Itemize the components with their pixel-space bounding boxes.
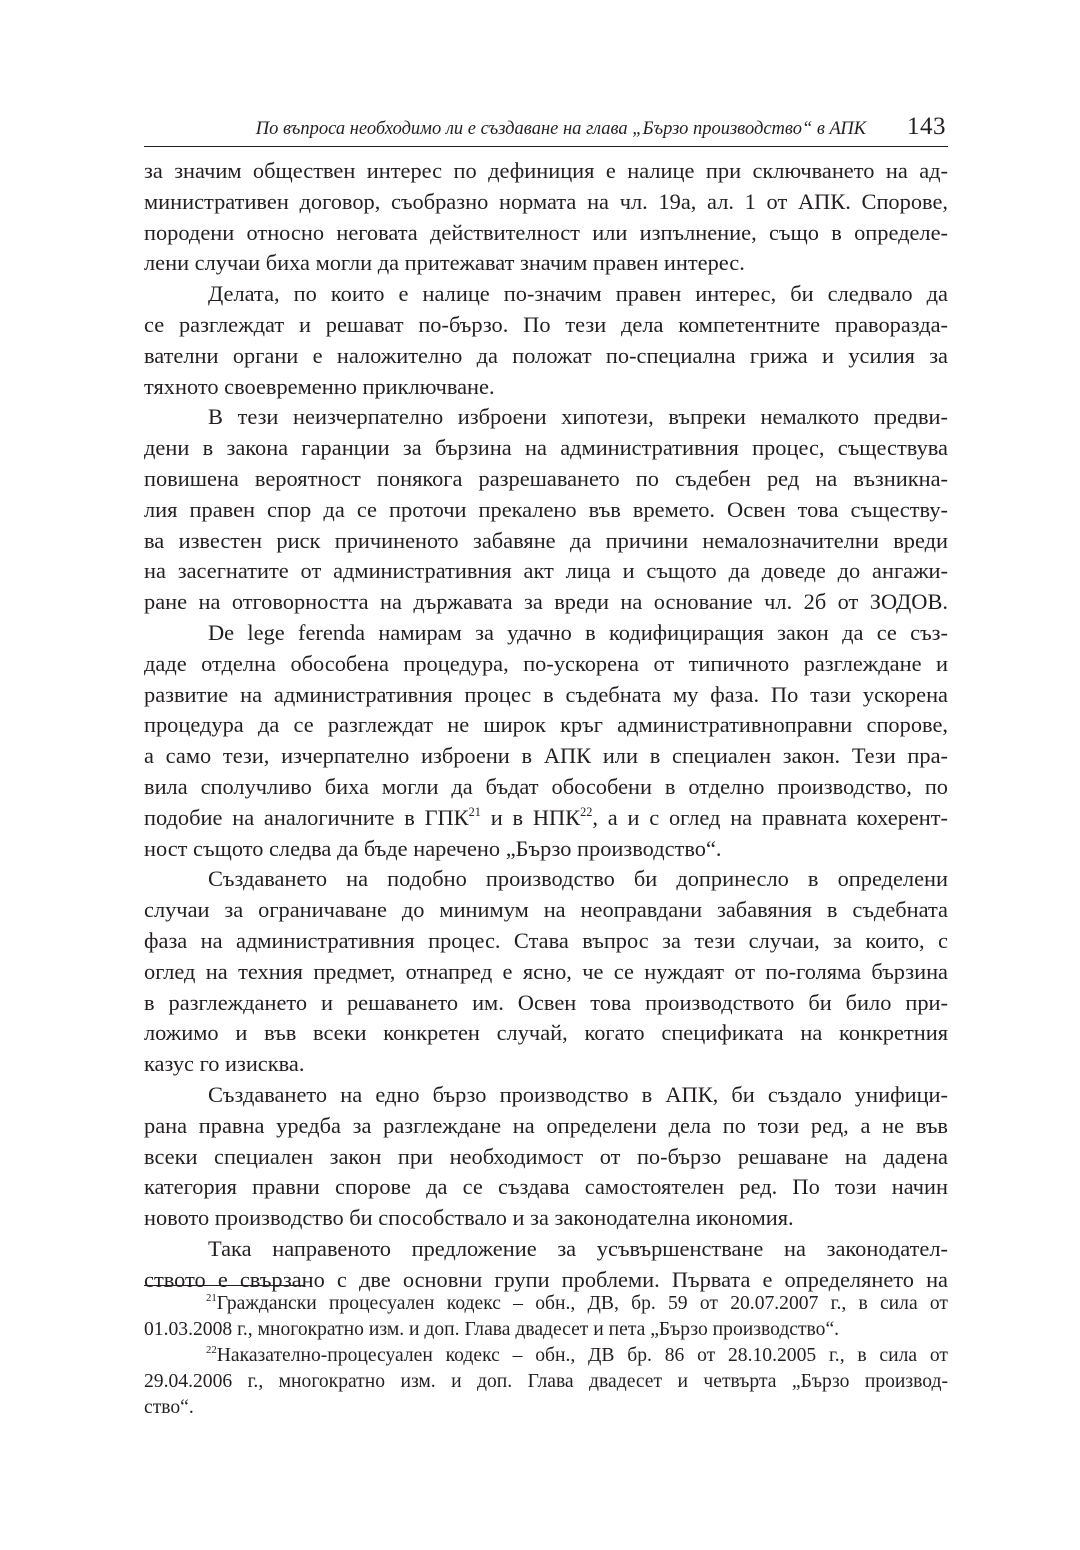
footnote-line: ство“. — [144, 1397, 194, 1418]
text-line: дени в закона гаранции за бързина на административния процес, съществува — [144, 435, 948, 461]
footnote-22 — [144, 1343, 948, 1421]
paragraph — [144, 156, 948, 279]
text-line-with-footnote-refs — [144, 803, 948, 834]
footnote-line — [144, 1343, 948, 1369]
text-line: В тези неизчерпателно изброени хипотези, въпреки немалкото предви- — [208, 404, 948, 430]
running-header — [144, 112, 948, 147]
text-line: развитие на административния процес в съдебната му фаза. По тази ускорена — [144, 681, 948, 707]
text-line: Така направеното предложение за усъвършенстване на законодател- — [208, 1235, 948, 1261]
text-line: вила сполучливо биха могли да бъдат обособени в отделно производство, по — [144, 773, 948, 799]
footnote-line: 29.04.2006 г., многократно изм. и доп. Глава двадесет и четвърта „Бързо производ- — [144, 1371, 948, 1392]
paragraph — [144, 1080, 948, 1234]
text-line: рана правна уредба за разглеждане на определени дела по този ред, а не във — [144, 1112, 948, 1138]
text-line: ност същото следва да бъде наречено „Бързо производство“. — [144, 835, 722, 861]
text-line: Делата, по които е налице по-значим правен интерес, би следвало да — [208, 281, 948, 307]
text-line: ране на отговорността на държавата за вреди на основание чл. 2б от ЗОДОВ. — [144, 589, 948, 615]
text-line: казус го изисква. — [144, 1051, 305, 1077]
text-line: породени относно неговата действителност или изпълнение, също в определе- — [144, 219, 948, 245]
text-line: всеки специален закон при необходимост от по-бързо решаване на дадена — [144, 1143, 948, 1169]
paragraph — [144, 402, 948, 618]
text-line: Създаването на подобно производство би допринесло в определени — [208, 866, 948, 892]
footnote-21 — [144, 1291, 948, 1343]
footnote-number: 21 — [206, 1291, 217, 1304]
main-text — [144, 156, 948, 1295]
text-line: за значим обществен интерес по дефиниция е налице при сключването на ад- — [144, 158, 948, 183]
footnote-text: Граждански процесуален кодекс – обн., ДВ, бр. 59 от 20.07.2007 г., в сила от — [216, 1293, 948, 1314]
footnote-line: 01.03.2008 г., многократно изм. и доп. Глава двадесет и пета „Бързо производство“. — [144, 1319, 840, 1340]
text-line: а само тези, изчерпателно изброени в АПК или в специален закон. Тези пра- — [144, 743, 948, 769]
footnote-ref-21[interactable]: 21 — [468, 804, 481, 819]
text-line: De lege ferenda намирам за удачно в кодифициращия закон да се съз- — [208, 619, 948, 645]
text-line: оглед на техния предмет, отнапред е ясно, че се нуждаят от по-голяма бързина — [144, 958, 948, 984]
footnote-separator — [144, 1285, 304, 1286]
text-line: тяхното своевременно приключване. — [144, 373, 495, 399]
text-segment: , а и с оглед на правната кохерент- — [592, 804, 948, 830]
footnote-number: 22 — [206, 1343, 217, 1356]
footnote-ref-22[interactable]: 22 — [580, 804, 593, 819]
text-line: фаза на административния процес. Става въпрос за тези случаи, за които, с — [144, 927, 948, 953]
text-line: процедура да се разглеждат не широк кръг административноправни спорове, — [144, 712, 948, 738]
text-line: повишена вероятност понякога разрешаването по съдебен ред на възникна- — [144, 465, 948, 491]
page-number: 143 — [907, 113, 946, 140]
text-line: ва известен риск причиненото забавяне да причини немалозначителни вреди — [144, 527, 948, 553]
paragraph — [144, 618, 948, 864]
paragraph — [144, 864, 948, 1080]
text-line: в разглеждането и решаването им. Освен това производството би било при- — [144, 989, 948, 1015]
running-title: По въпроса необходимо ли е създаване на глава „Бързо производство“ в АПК — [255, 119, 866, 139]
text-line: вателни органи е наложително да положат по-специална грижа и усилия за — [144, 342, 948, 368]
paragraph — [144, 1234, 948, 1296]
text-line: новото производство би способствало и за законодателна икономия. — [144, 1205, 794, 1231]
text-line: категория правни спорове да се създава самостоятелен ред. По този начин — [144, 1174, 948, 1200]
text-line: даде отделна обособена процедура, по-ускорена от типичното разглеждане и — [144, 650, 948, 676]
footnote-text: Наказателно-процесуален кодекс – обн., ДВ бр. 86 от 28.10.2005 г., в сила от — [216, 1345, 948, 1366]
text-line: ложимо и във всеки конкретен случай, когато спецификата на конкретния — [144, 1020, 948, 1046]
text-line: министративен договор, съобразно нормата на чл. 19а, ал. 1 от АПК. Спорове, — [144, 188, 948, 214]
text-line: ството е свързано с две основни групи проблеми. Първата е определянето на — [144, 1266, 948, 1292]
text-segment: и в НПК — [480, 804, 581, 830]
footnotes — [144, 1291, 948, 1421]
footnote-line — [144, 1291, 948, 1317]
text-line: случаи за ограничаване до минимум на неоправдани забавяния в съдебната — [144, 897, 948, 923]
text-line: на засегнатите от административния акт лица и същото да доведе до ангажи- — [144, 558, 948, 584]
text-line: лени случаи биха могли да притежават значим правен интерес. — [144, 250, 745, 276]
text-line: се разглеждат и решават по-бързо. По тези дела компетентните праворазда- — [144, 311, 948, 337]
text-segment: подобие на аналогичните в ГПК — [144, 804, 469, 830]
text-line: Създаването на едно бързо производство в АПК, би създало унифици- — [208, 1081, 948, 1107]
text-line: лия правен спор да се проточи прекалено във времето. Освен това съществу- — [144, 496, 948, 522]
paragraph — [144, 279, 948, 402]
